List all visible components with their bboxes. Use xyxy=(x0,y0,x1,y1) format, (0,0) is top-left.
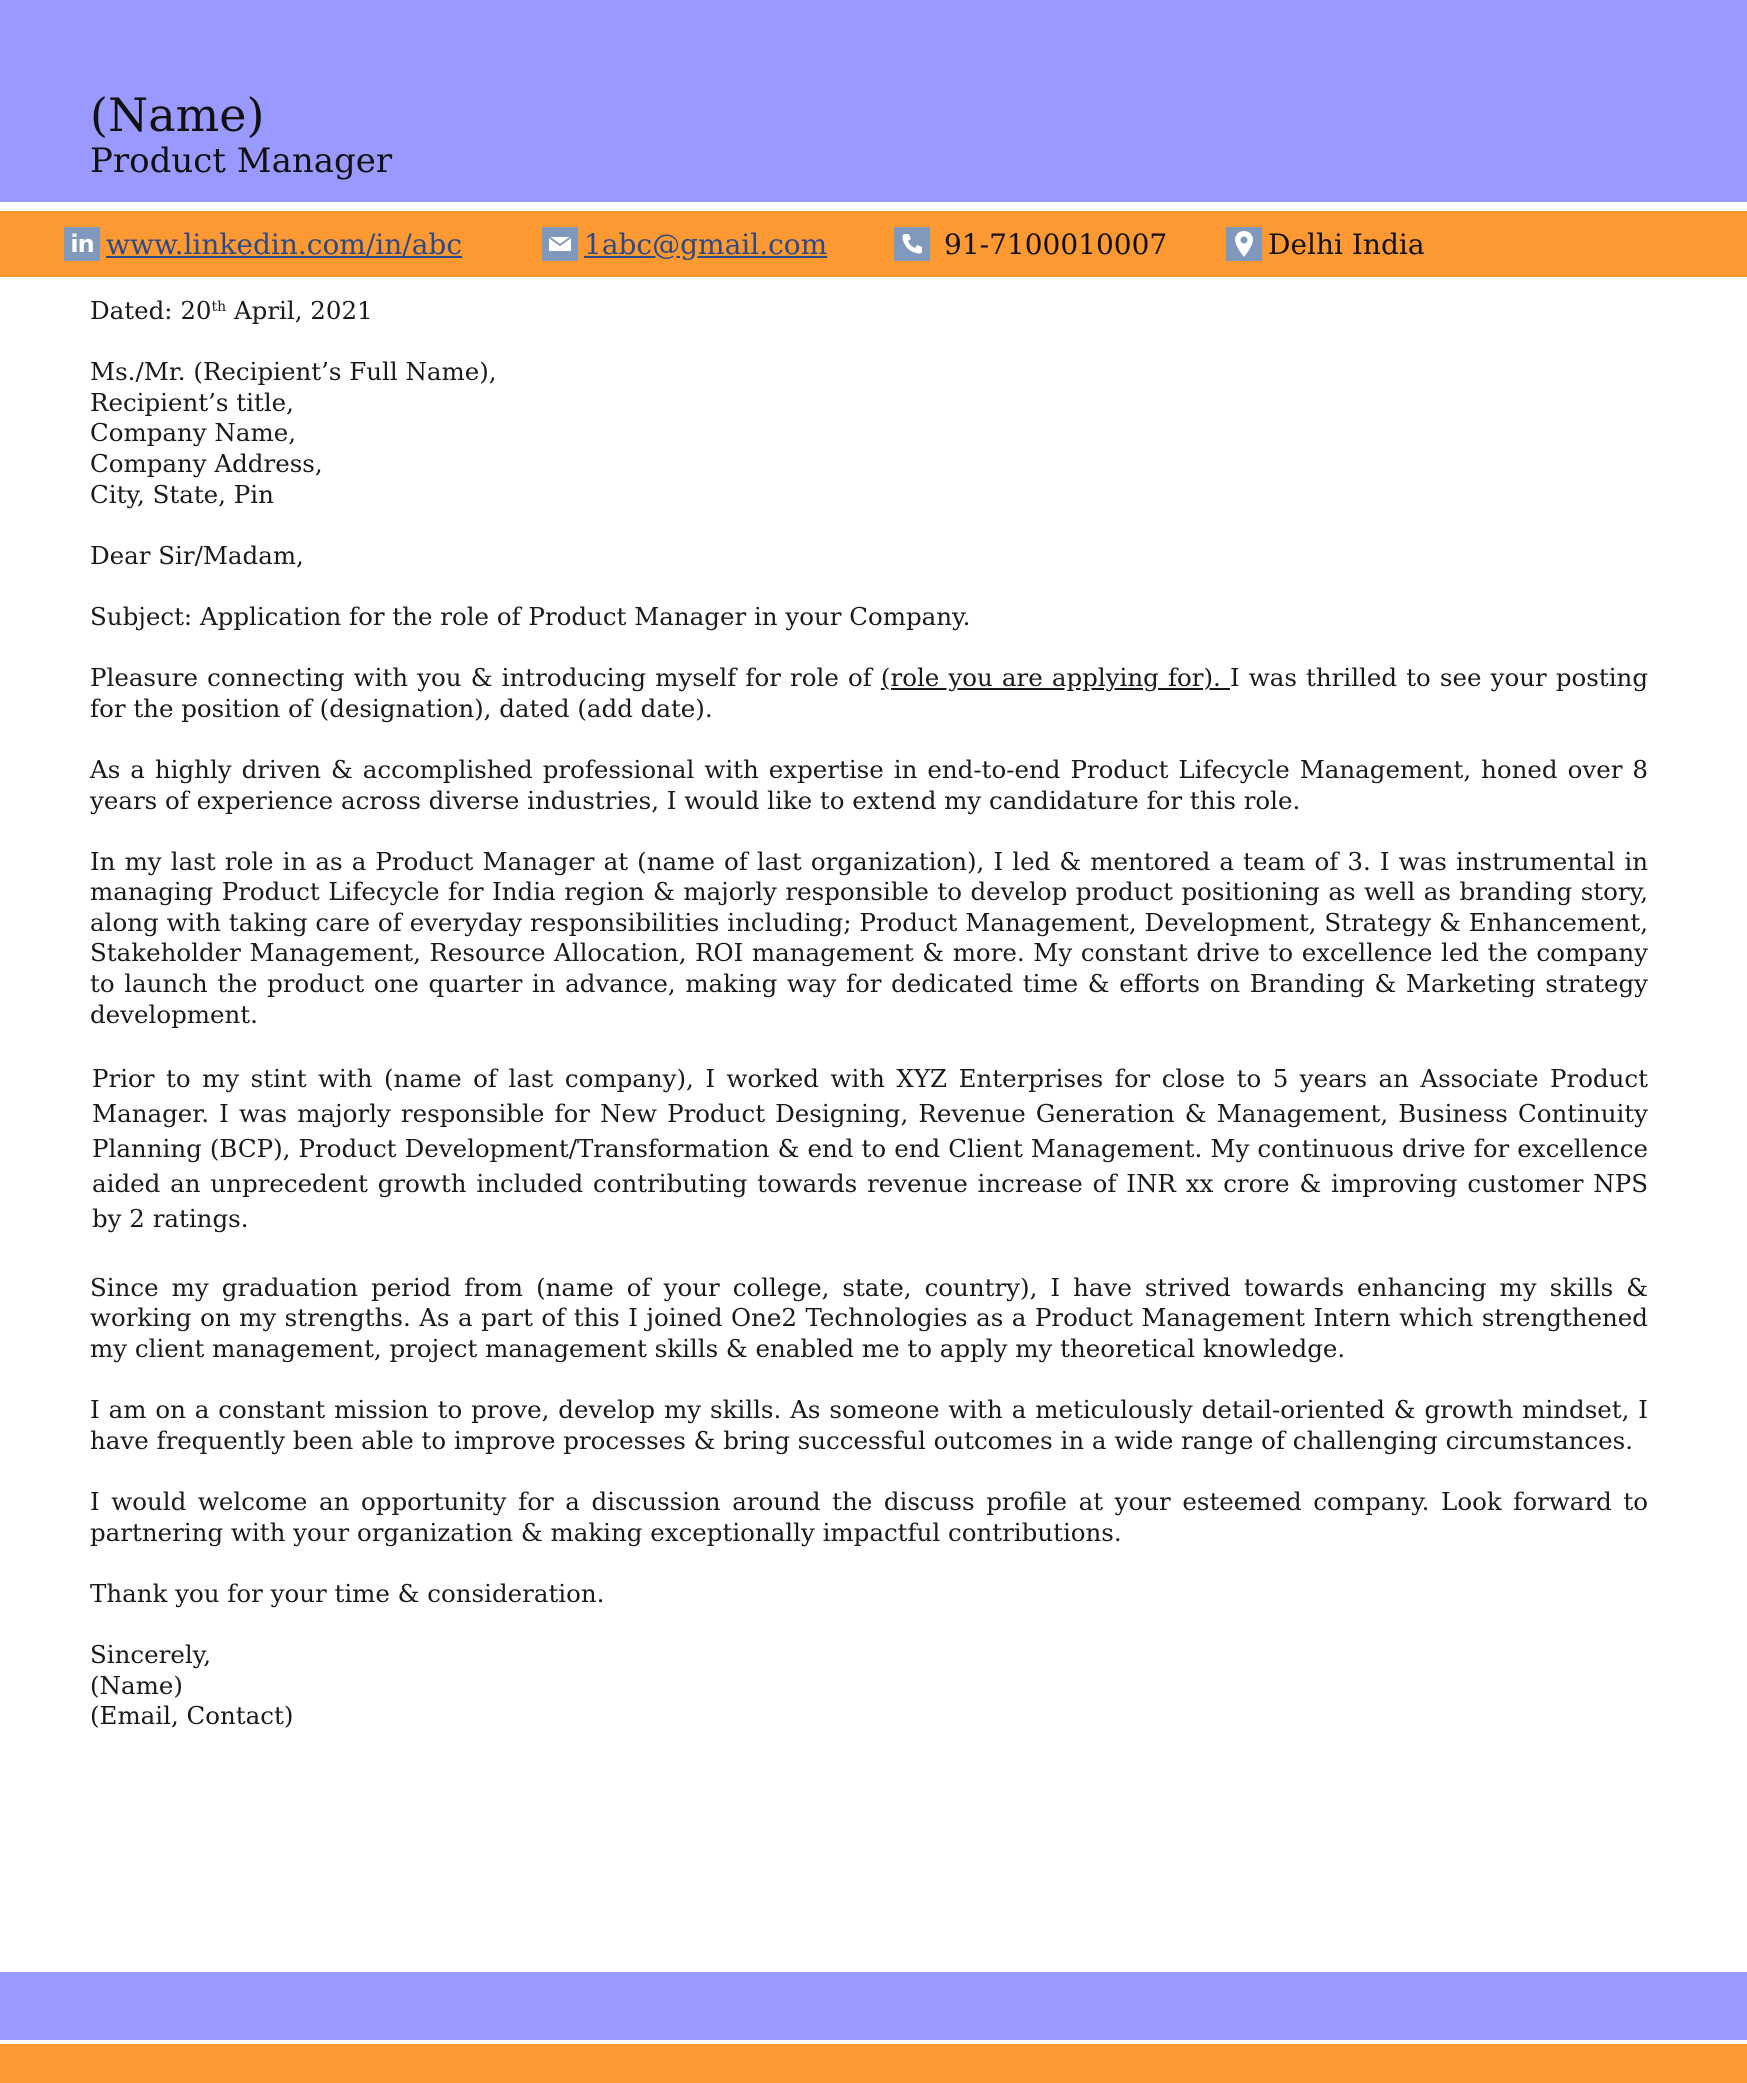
intro-paragraph: Pleasure connecting with you & introducing myself for role of (role you are applying for). I was thrilled to see your posting for the position of (designation), dated (add date). xyxy=(90,663,1649,723)
recipient-line: City, State, Pin xyxy=(90,479,274,509)
date-ordinal: th xyxy=(211,299,227,315)
contact-bar xyxy=(0,211,1747,277)
header-banner xyxy=(0,0,1747,202)
linkedin-link[interactable]: www.linkedin.com/in/abc xyxy=(106,227,463,261)
recipient-line: Company Name, xyxy=(90,418,296,448)
linkedin-icon: in xyxy=(64,227,100,261)
body-paragraph: Prior to my stint with (name of last company), I worked with XYZ Enterprises for close to 5 years an Associate Product Manager. I was majorly responsible for New Product Designing, Revenue Generation & Management, Business Continuity Planning (BCP), Product Development/Transformation & end to end Client Management. My continuous drive for excellence aided an unprecedent growth included contributing towards revenue increase of INR xx crore & improving customer NPS by 2 ratings. xyxy=(92,1063,1648,1233)
contact-phone xyxy=(894,222,1167,266)
body-paragraph: I am on a constant mission to prove, develop my skills. As someone with a meticulously detail-oriented & growth mindset, I have frequently been able to improve processes & bring successful outcomes in a wide range of challenging circumstances. xyxy=(90,1395,1648,1455)
body-paragraph: As a highly driven & accomplished professional with expertise in end-to-end Product Lifecycle Management, honed over 8 years of experience across diverse industries, I would like to extend my candidature for this role. xyxy=(90,754,1648,815)
recipient-line: Ms./Mr. (Recipient’s Full Name), xyxy=(90,357,497,387)
mail-icon xyxy=(542,227,578,261)
subject-line: Subject: Application for the role of Product Manager in your Company. xyxy=(90,601,971,631)
phone-icon xyxy=(894,227,930,261)
footer-band-orange xyxy=(0,2044,1747,2083)
body-paragraph: In my last role in as a Product Manager at (name of last organization), I led & mentored a team of 3. I was instrumental in managing Product Lifecycle for India region & majorly responsible to develop product positioning as well as branding story, along with taking care of everyday responsibilities including; Product Management, Development, Strategy & Enhancement, Stakeholder Management, Resource Allocation, ROI management & more. My constant drive to excellence led the company to launch the product one quarter in advance, making way for dedicated time & efforts on Branding & Marketing strategy development. xyxy=(90,846,1648,1029)
closing-line: Sincerely, xyxy=(90,1639,212,1669)
role-placeholder: (role you are applying for). xyxy=(880,663,1230,693)
phone-number: 91-7100010007 xyxy=(944,227,1168,261)
closing-line: (Name) xyxy=(90,1670,183,1700)
footer-band-purple xyxy=(0,1972,1747,2040)
body-paragraph: I would welcome an opportunity for a discussion around the discuss profile at your esteemed company. Look forward to partnering with your organization & making exceptionally impactful contributions. xyxy=(90,1487,1648,1547)
contact-linkedin xyxy=(64,222,462,266)
salutation: Dear Sir/Madam, xyxy=(90,540,304,570)
thanks-line: Thank you for your time & consideration. xyxy=(90,1578,605,1608)
closing-line: (Email, Contact) xyxy=(90,1701,294,1731)
contact-location xyxy=(1226,222,1425,266)
body-paragraph: Since my graduation period from (name of your college, state, country), I have strived towards enhancing my skills & working on my strengths. As a part of this I joined One2 Technologies as a Product Management Intern which strengthened my client management, project management skills & enabled me to apply my theoretical knowledge. xyxy=(90,1272,1648,1364)
closing-block xyxy=(90,1640,1648,1732)
applicant-name: (Name) xyxy=(90,88,265,142)
location-pin-icon xyxy=(1226,227,1262,261)
recipient-block xyxy=(90,357,1648,510)
letter-body xyxy=(90,296,1648,1762)
letter-date: Dated: 20th April, 2021 xyxy=(90,296,373,325)
recipient-line: Company Address, xyxy=(90,448,323,478)
recipient-line: Recipient’s title, xyxy=(90,387,294,417)
email-link[interactable]: 1abc@gmail.com xyxy=(584,227,828,261)
location-text: Delhi India xyxy=(1268,227,1425,261)
contact-email xyxy=(542,222,827,266)
applicant-title: Product Manager xyxy=(90,141,393,181)
